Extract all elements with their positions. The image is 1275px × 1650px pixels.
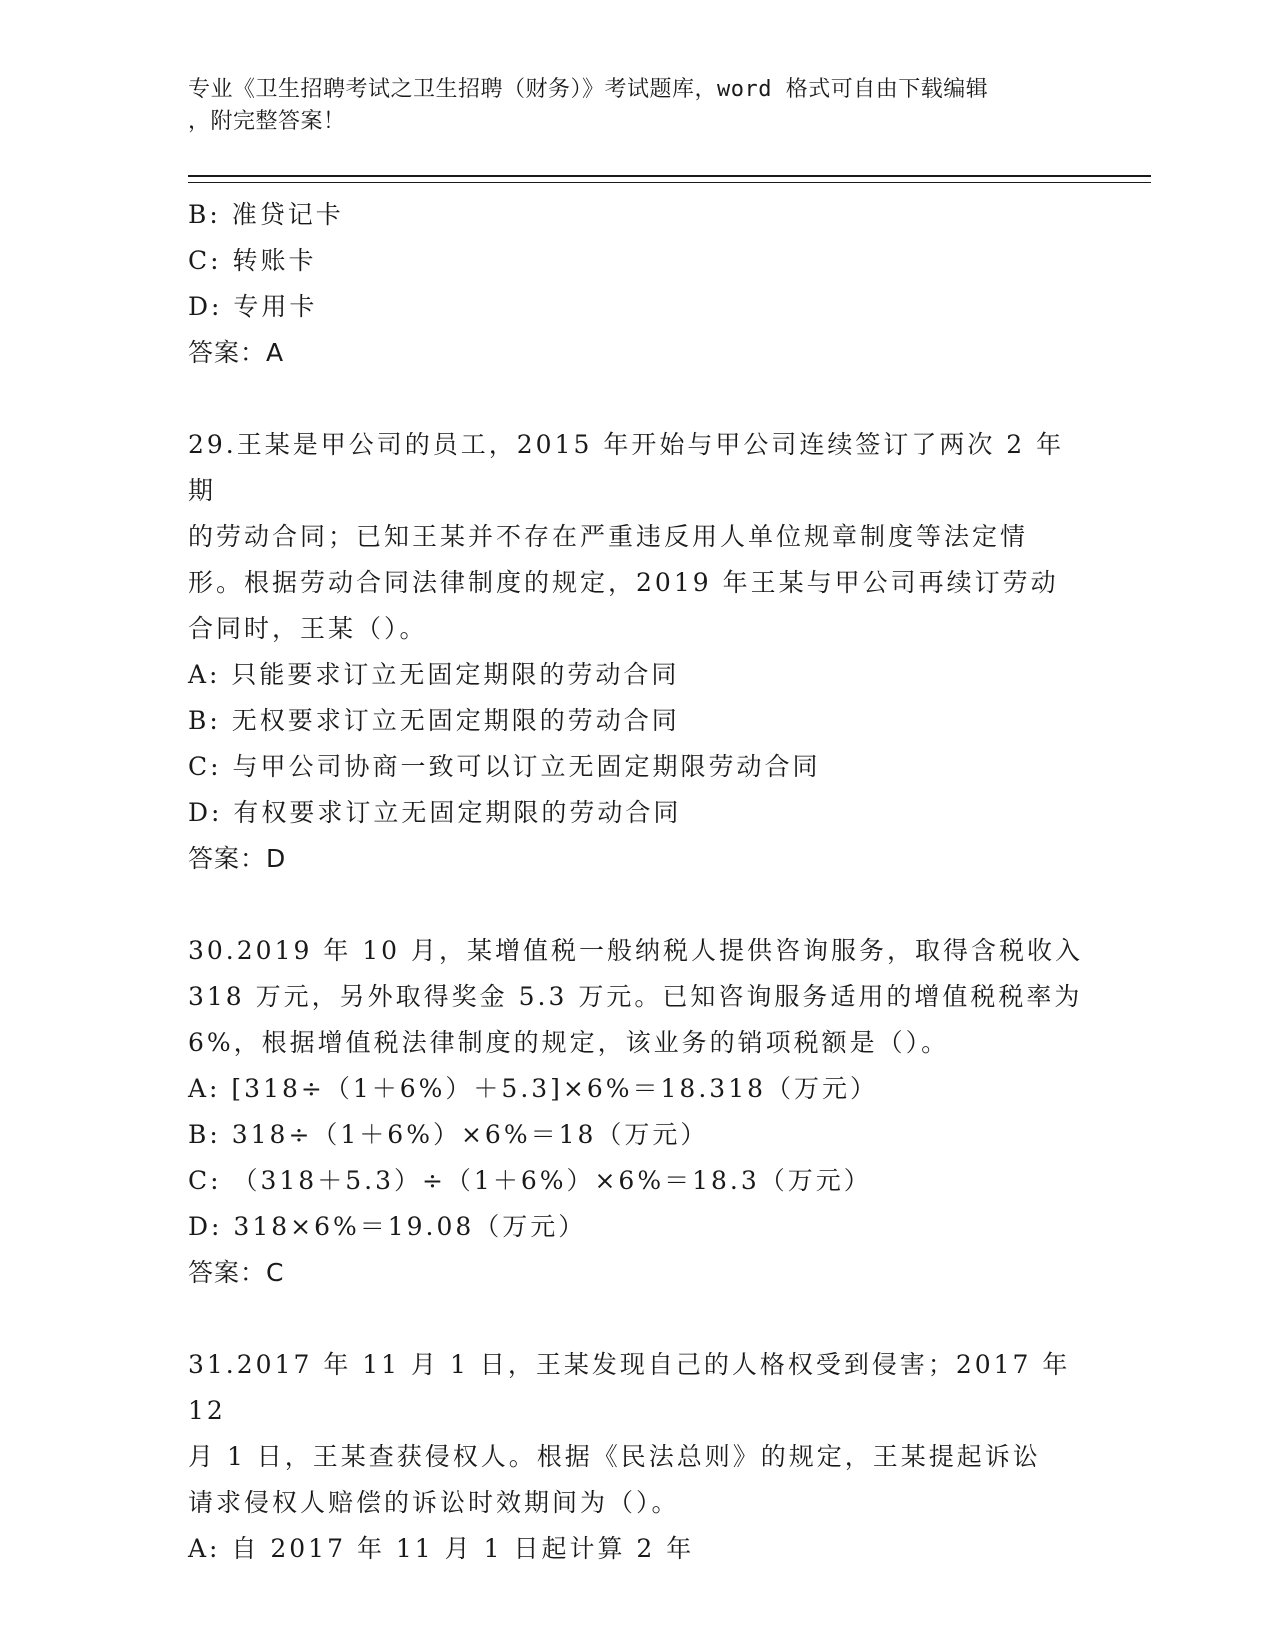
option-d: D: 318×6%＝19.08（万元）	[188, 1212, 587, 1241]
question-stem-line: 月 1 日，王某查获侵权人。根据《民法总则》的规定，王某提起诉讼	[188, 1442, 1041, 1471]
question-stem-line: 29.王某是甲公司的员工，2015 年开始与甲公司连续签订了两次 2 年期	[188, 430, 1065, 505]
header-line-1: 专业《卫生招聘考试之卫生招聘（财务）》考试题库，word 格式可自由下载编辑	[188, 77, 989, 102]
question-31	[188, 1342, 1088, 1572]
question-stem-line: 的劳动合同；已知王某并不存在严重违反用人单位规章制度等法定情	[188, 522, 1029, 551]
question-content	[188, 192, 1088, 1572]
option-a: A: 自 2017 年 11 月 1 日起计算 2 年	[188, 1534, 695, 1563]
option-b: B: 318÷（1＋6%）×6%＝18（万元）	[188, 1120, 709, 1149]
question-stem-line: 30.2019 年 10 月，某增值税一般纳税人提供咨询服务，取得含税收入	[188, 936, 1084, 965]
option-a: A: 只能要求订立无固定期限的劳动合同	[188, 660, 680, 689]
question-28-tail	[188, 192, 1088, 376]
question-stem-line: 6%，根据增值税法律制度的规定，该业务的销项税额是（）。	[188, 1028, 950, 1057]
question-stem-line: 31.2017 年 11 月 1 日，王某发现自己的人格权受到侵害；2017 年 12	[188, 1350, 1082, 1425]
question-stem-line: 合同时，王某（）。	[188, 614, 428, 643]
answer: 答案：D	[188, 844, 287, 873]
question-stem-line: 318 万元，另外取得奖金 5.3 万元。已知咨询服务适用的增值税税率为	[188, 982, 1083, 1011]
header-line-2: ，附完整答案！	[188, 109, 346, 134]
option-c: C: 转账卡	[188, 246, 317, 275]
question-30	[188, 928, 1088, 1296]
option-d: D: 有权要求订立无固定期限的劳动合同	[188, 798, 682, 827]
header-divider-thin	[188, 182, 1151, 183]
option-d: D: 专用卡	[188, 292, 318, 321]
spacer	[188, 1296, 1088, 1342]
question-stem-line: 形。根据劳动合同法律制度的规定，2019 年王某与甲公司再续订劳动	[188, 568, 1059, 597]
option-c: C: 与甲公司协商一致可以订立无固定期限劳动合同	[188, 752, 821, 781]
option-b: B: 无权要求订立无固定期限的劳动合同	[188, 706, 680, 735]
spacer	[188, 376, 1088, 422]
option-c: C: （318＋5.3）÷（1＋6%）×6%＝18.3（万元）	[188, 1166, 872, 1195]
document-header	[188, 74, 1068, 138]
spacer	[188, 882, 1088, 928]
option-b: B: 准贷记卡	[188, 200, 344, 229]
option-a: A: [318÷（1＋6%）＋5.3]×6%＝18.318（万元）	[188, 1074, 879, 1103]
question-29	[188, 422, 1088, 882]
question-stem-line: 请求侵权人赔偿的诉讼时效期间为（）。	[188, 1488, 680, 1517]
answer: 答案：A	[188, 338, 285, 367]
header-divider-thick	[188, 175, 1151, 177]
answer: 答案：C	[188, 1258, 285, 1287]
